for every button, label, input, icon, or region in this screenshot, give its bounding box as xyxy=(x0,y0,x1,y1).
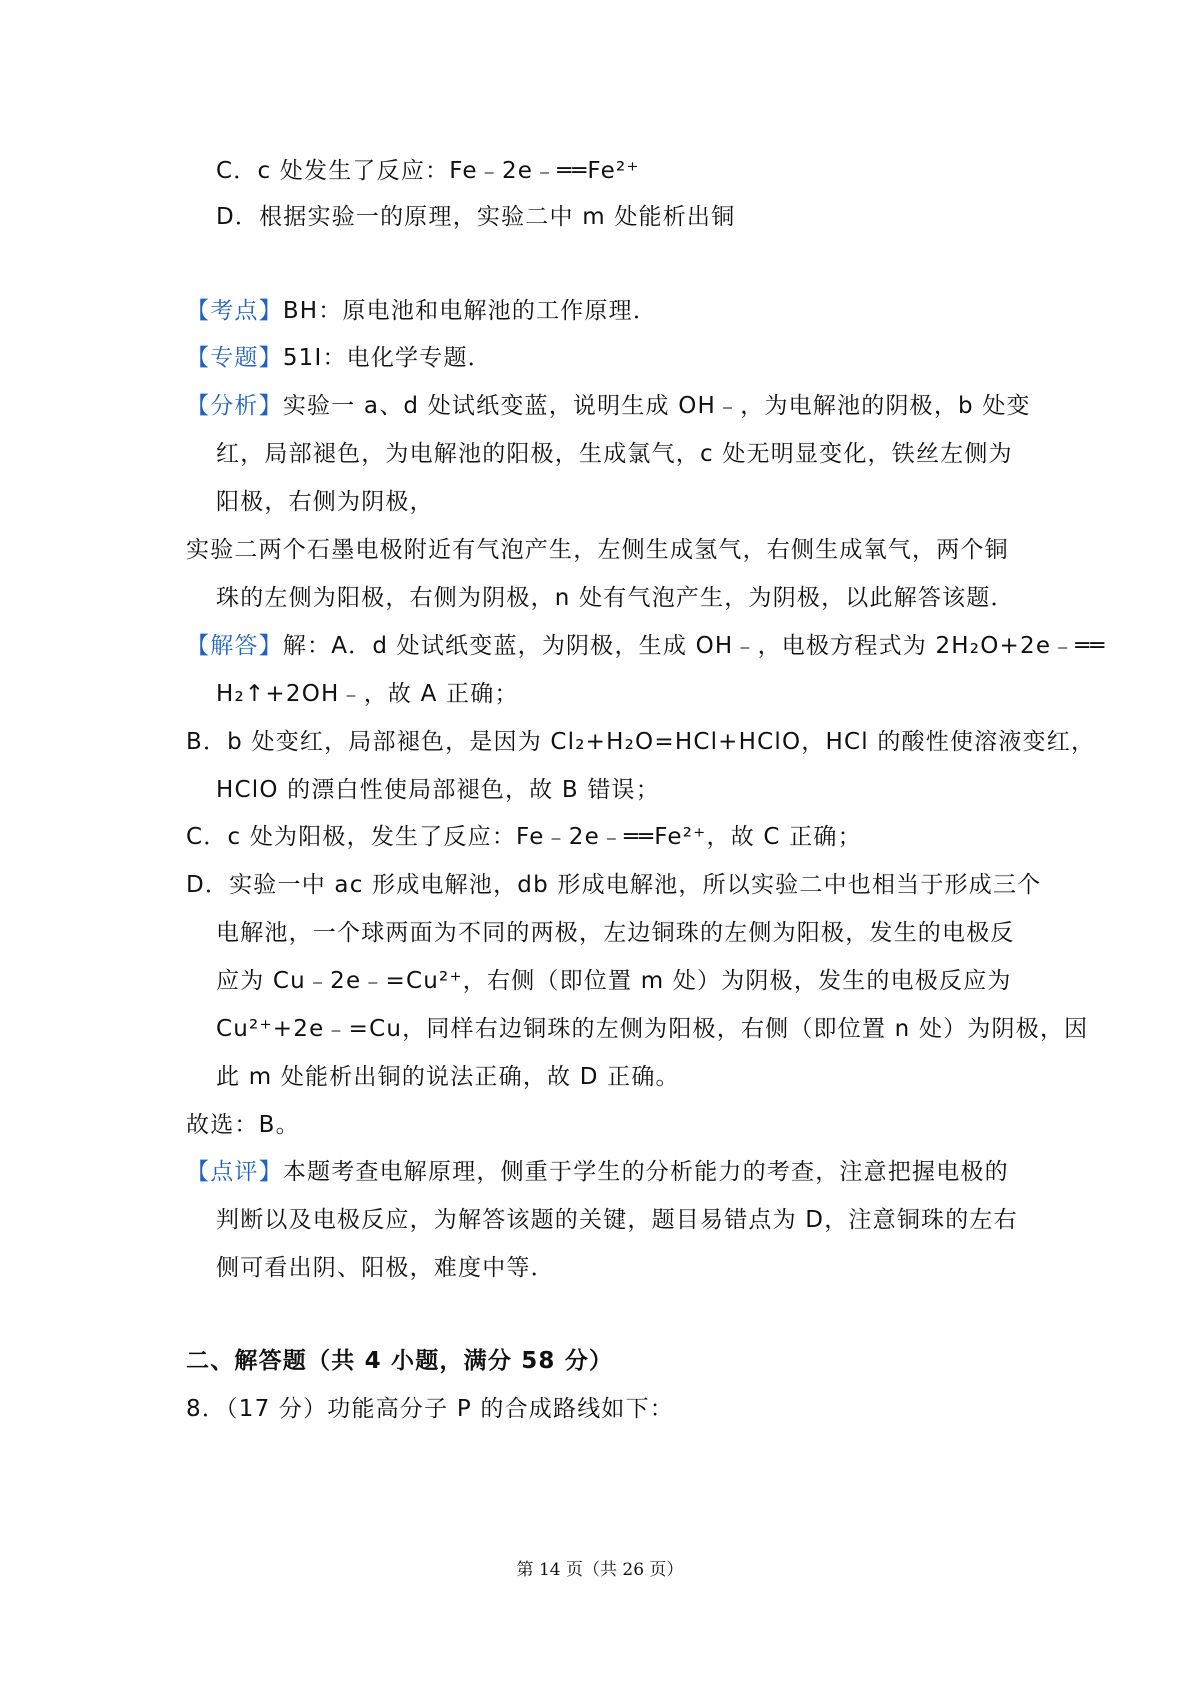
fenxi-line-5: 珠的左侧为阳极，右侧为阴极，n 处有气泡产生，为阴极，以此解答该题． xyxy=(216,585,1015,611)
question-8: 8．（17 分）功能高分子 P 的合成路线如下： xyxy=(186,1396,675,1422)
section-2-heading: 二、解答题（共 4 小题，满分 58 分） xyxy=(186,1348,614,1374)
jieda-line-d2: 电解池，一个球两面为不同的两极，左边铜珠的左侧为阳极，发生的电极反 xyxy=(216,920,1015,946)
answer-line: 故选：B。 xyxy=(186,1112,300,1138)
jieda-line-b1: B．b 处变红，局部褪色，是因为 Cl₂+H₂O=HCl+HClO，HCl 的酸性使溶液变红， xyxy=(186,729,1096,755)
kaodian-text: BH：原电池和电解池的工作原理． xyxy=(282,298,658,324)
jieda-line-a1 xyxy=(186,631,1106,661)
fenxi-line-2: 红，局部褪色，为电解池的阳极，生成氯气，c 处无明显变化，铁丝左侧为 xyxy=(216,441,1013,467)
jieda-line-d5: 此 m 处能析出铜的说法正确，故 D 正确。 xyxy=(216,1064,680,1090)
dianping-line-3: 侧可看出阴、阳极，难度中等． xyxy=(216,1255,555,1281)
kaodian-line xyxy=(186,296,1036,326)
zhuanti-line xyxy=(186,343,1036,373)
jieda-text-a1: 解：A．d 处试纸变蓝，为阴极，生成 OH﹣，电极方程式为 2H₂O+2e﹣══ xyxy=(282,633,1106,659)
zhuanti-tag: 【专题】 xyxy=(186,345,283,371)
kaodian-tag: 【考点】 xyxy=(186,298,283,324)
dianping-line-1 xyxy=(186,1157,1036,1187)
option-c: C．c 处发生了反应：Fe﹣2e﹣══Fe²⁺ xyxy=(216,158,640,184)
jieda-line-a2: H₂↑+2OH﹣，故 A 正确； xyxy=(216,681,519,707)
fenxi-line-3: 阳极，右侧为阴极， xyxy=(216,489,434,515)
jieda-line-d3: 应为 Cu﹣2e﹣=Cu²⁺，右侧（即位置 m 处）为阴极，发生的电极反应为 xyxy=(216,968,1012,994)
jieda-tag: 【解答】 xyxy=(186,633,283,659)
jieda-line-d1: D．实验一中 ac 形成电解池，db 形成电解池，所以实验二中也相当于形成三个 xyxy=(186,872,1042,898)
zhuanti-text: 51I：电化学专题． xyxy=(282,345,492,371)
fenxi-line-1 xyxy=(186,391,1036,421)
jieda-line-b2: HClO 的漂白性使局部褪色，故 B 错误； xyxy=(216,777,660,803)
dianping-text-1: 本题考查电解原理，侧重于学生的分析能力的考查，注意把握电极的 xyxy=(282,1159,1009,1185)
fenxi-line-4: 实验二两个石墨电极附近有气泡产生，左侧生成氢气，右侧生成氧气，两个铜 xyxy=(186,537,1009,563)
dianping-tag: 【点评】 xyxy=(186,1159,283,1185)
fenxi-text-1: 实验一 a、d 处试纸变蓝，说明生成 OH﹣，为电解池的阴极，b 处变 xyxy=(282,393,1031,419)
jieda-line-d4: Cu²⁺+2e﹣=Cu，同样右边铜珠的左侧为阳极，右侧（即位置 n 处）为阴极，因 xyxy=(216,1016,1089,1042)
dianping-line-2: 判断以及电极反应，为解答该题的关键，题目易错点为 D，注意铜珠的左右 xyxy=(216,1207,1018,1233)
option-d: D．根据实验一的原理，实验二中 m 处能析出铜 xyxy=(216,204,736,230)
page-footer: 第 14 页（共 26 页） xyxy=(516,1560,684,1580)
jieda-line-c1: C．c 处为阳极，发生了反应：Fe﹣2e﹣══Fe²⁺，故 C 正确； xyxy=(186,824,862,850)
fenxi-tag: 【分析】 xyxy=(186,393,283,419)
